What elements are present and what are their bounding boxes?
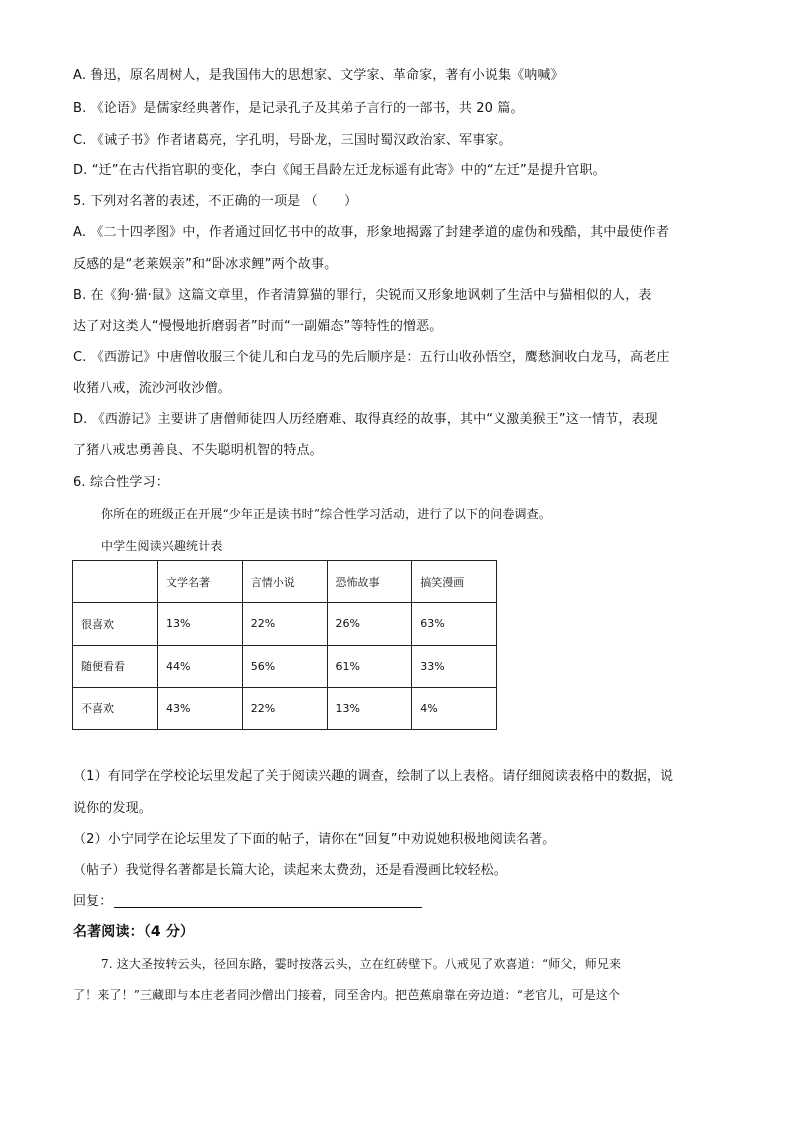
q5-stem: 5. 下列对名著的表述，不正确的一项是 （ ） — [73, 194, 358, 209]
table-title: 中学生阅读兴趣统计表 — [101, 539, 223, 553]
q5-option-a-line2: 反感的是“老莱娱亲”和“卧冰求鲤”两个故事。 — [73, 257, 338, 272]
row-label: 不喜欢 — [73, 687, 158, 729]
q5-option-d-line1: D. 《西游记》主要讲了唐僧师徒四人历经磨难、取得真经的故事，其中“义激美猴王”这一情节，表现 — [73, 412, 658, 427]
reading-interest-table — [72, 560, 497, 730]
reply-label: 回复： — [73, 894, 113, 909]
q5-option-b-line1: B. 在《狗·猫·鼠》这篇文章里，作者清算猫的罪行，尖锐而又形象地讽刺了生活中与猫相似的人，表 — [73, 288, 652, 303]
row-label: 很喜欢 — [73, 603, 158, 645]
q4-option-b: B. 《论语》是儒家经典著作，是记录孔子及其弟子言行的一部书，共 20 篇。 — [73, 101, 524, 116]
table-row — [73, 603, 497, 645]
table-cell: 4% — [412, 687, 497, 729]
q5-option-c-line2: 收猪八戒，流沙河收沙僧。 — [73, 381, 231, 396]
q4-option-d: D. “迁”在古代指官职的变化，李白《闻王昌龄左迁龙标遥有此寄》中的“左迁”是提升官职。 — [73, 163, 606, 178]
section-heading-classics-reading: 名著阅读：（4 分） — [73, 924, 195, 940]
table-row — [73, 645, 497, 687]
table-cell: 44% — [158, 645, 243, 687]
q6-stem: 6. 综合性学习： — [73, 475, 169, 490]
passage-line1: 7. 这大圣按转云头，径回东路，霎时按落云头，立在红砖壁下。八戒见了欢喜道：“师父，师兄来 — [101, 957, 622, 971]
table-cell: 33% — [412, 645, 497, 687]
table-cell: 13% — [158, 603, 243, 645]
q6-sub1-line1: （1）有同学在学校论坛里发起了关于阅读兴趣的调查，绘制了以上表格。请仔细阅读表格中的数据，说 — [73, 769, 674, 784]
table-corner-cell — [73, 561, 158, 603]
header-literary-classics: 文学名著 — [158, 561, 243, 603]
header-comics: 搞笑漫画 — [412, 561, 497, 603]
q6-sub2: （2）小宁同学在论坛里发了下面的帖子，请你在“回复”中劝说她积极地阅读名著。 — [73, 832, 556, 847]
q6-post: （帖子）我觉得名著都是长篇大论，读起来太费劲，还是看漫画比较轻松。 — [73, 863, 507, 878]
q5-option-c-line1: C. 《西游记》中唐僧收服三个徒儿和白龙马的先后顺序是：五行山收孙悟空，鹰愁涧收白龙马，高老庄 — [73, 350, 670, 365]
passage-line2: 了！来了！”三藏即与本庄老者同沙僧出门接着，同至舍内。把芭蕉扇靠在旁边道：“老官儿，可是这个 — [73, 988, 621, 1002]
table-cell: 61% — [327, 645, 412, 687]
q4-option-c: C. 《诫子书》作者诸葛亮，字孔明，号卧龙，三国时蜀汉政治家、军事家。 — [73, 133, 512, 148]
q5-option-d-line2: 了猪八戒忠勇善良、不失聪明机智的特点。 — [73, 443, 323, 458]
table-header-row — [73, 561, 497, 603]
table-cell: 56% — [242, 645, 327, 687]
q5-option-b-line2: 达了对这类人“慢慢地折磨弱者”时而“一副媚态”等特性的憎恶。 — [73, 319, 443, 334]
row-label: 随便看看 — [73, 645, 158, 687]
table-cell: 22% — [242, 603, 327, 645]
table-cell: 63% — [412, 603, 497, 645]
table-cell: 26% — [327, 603, 412, 645]
q4-option-a: A. 鲁迅，原名周树人，是我国伟大的思想家、文学家、革命家，著有小说集《呐喊》 — [73, 68, 564, 83]
header-horror-stories: 恐怖故事 — [327, 561, 412, 603]
q6-sub1-line2: 说你的发现。 — [73, 801, 152, 816]
table-cell: 13% — [327, 687, 412, 729]
table-cell: 43% — [158, 687, 243, 729]
reply-blank-line[interactable] — [114, 907, 422, 908]
q6-intro: 你所在的班级正在开展“少年正是读书时”综合性学习活动，进行了以下的问卷调查。 — [101, 507, 551, 521]
table-row — [73, 687, 497, 729]
q5-option-a-line1: A. 《二十四孝图》中，作者通过回忆书中的故事，形象地揭露了封建孝道的虚伪和残酷，其中最使作者 — [73, 225, 669, 240]
table-cell: 22% — [242, 687, 327, 729]
header-romance-novels: 言情小说 — [242, 561, 327, 603]
